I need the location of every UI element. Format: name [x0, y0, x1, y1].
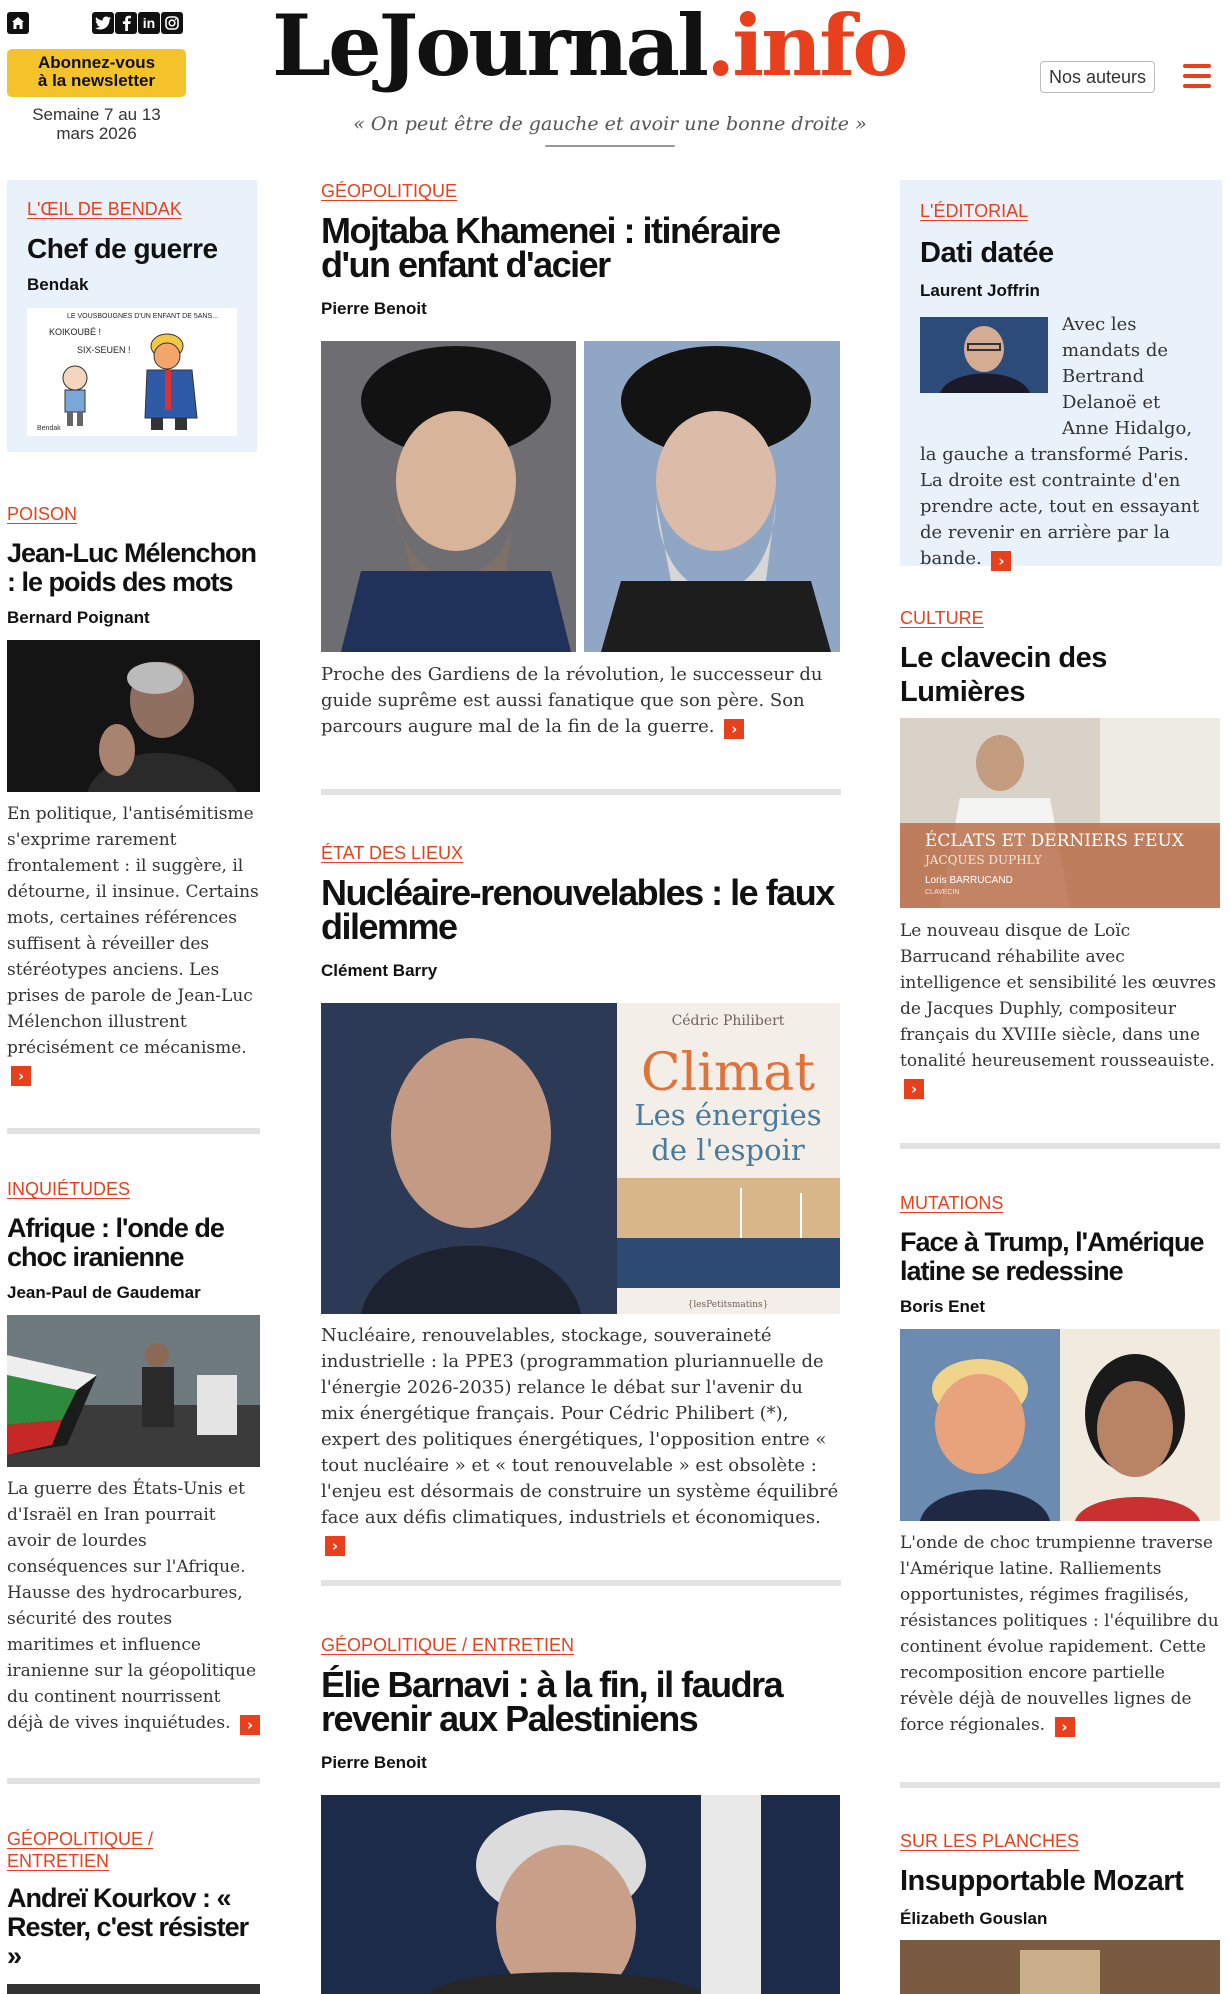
article-khamenei-lead: [321, 662, 841, 740]
article-rubric[interactable]: MUTATIONS: [900, 1193, 1004, 1213]
article-title[interactable]: Afrique : l'onde de choc iranienne: [7, 1213, 224, 1272]
article-mutations-lead: [900, 1530, 1222, 1738]
week-line-2: mars 2026: [56, 124, 137, 143]
facebook-icon[interactable]: [115, 12, 137, 34]
article-author[interactable]: Laurent Joffrin: [920, 281, 1040, 300]
read-more-icon[interactable]: ›: [11, 1066, 31, 1086]
article-title[interactable]: Jean-Luc Mélenchon : le poids des mots: [7, 538, 257, 597]
article-image[interactable]: [900, 1940, 1220, 1994]
read-more-icon[interactable]: ›: [1055, 1717, 1075, 1737]
article-rubric[interactable]: GÉOPOLITIQUE / ENTRETIEN: [7, 1829, 154, 1871]
read-more-icon[interactable]: ›: [240, 1715, 260, 1735]
article-lead: En politique, l'antisémitisme s'exprime rarement frontalement : il suggère, il détourne, il insinue. Certains mots, certaines références suffisent à réveiller des stéréotypes anciens. Les prises de parole de Jean-Luc Mélenchon illustrent précisément ce mécanisme.: [7, 804, 259, 1058]
article-title[interactable]: Andreï Kourkov : « Rester, c'est résister »: [7, 1883, 249, 1971]
cartoon-bubble-2: SIX-SEUEN !: [77, 345, 131, 355]
cartoon-bubble-1: KOIKOUBÉ !: [49, 327, 102, 337]
separator: [321, 789, 841, 795]
article-editorial: [920, 200, 1210, 302]
article-image[interactable]: [321, 1003, 840, 1314]
album-instrument: CLAVECIN: [925, 889, 960, 896]
article-author[interactable]: Pierre Benoit: [321, 1753, 427, 1772]
read-more-icon[interactable]: ›: [904, 1079, 924, 1099]
svg-text:Bendak: Bendak: [37, 425, 61, 432]
newsletter-button[interactable]: [7, 49, 186, 97]
article-culture-lead: [900, 918, 1222, 1100]
article-image[interactable]: [321, 341, 840, 652]
twitter-icon[interactable]: [92, 12, 114, 34]
article-rubric[interactable]: ÉTAT DES LIEUX: [321, 843, 464, 863]
article-khamenei: [321, 180, 841, 320]
article-kourkov: [7, 1828, 260, 1994]
photo-spacer: [920, 312, 1062, 422]
instagram-icon[interactable]: [161, 12, 183, 34]
article-author[interactable]: Bernard Poignant: [7, 608, 150, 627]
article-melenchon: [7, 503, 260, 629]
read-more-icon[interactable]: ›: [724, 719, 744, 739]
article-image[interactable]: [900, 718, 1220, 908]
cartoon-image[interactable]: [27, 308, 237, 436]
article-title[interactable]: Insupportable Mozart: [900, 1865, 1184, 1897]
site-motto: « On peut être de gauche et avoir une bonne droite »: [353, 113, 867, 135]
week-line-1: Semaine 7 au 13: [32, 105, 161, 124]
article-rubric[interactable]: INQUIÉTUDES: [7, 1179, 131, 1199]
article-title[interactable]: Chef de guerre: [27, 233, 218, 264]
newsletter-label-2: à la newsletter: [37, 71, 156, 90]
article-image[interactable]: [900, 1329, 1220, 1521]
separator: [321, 1580, 841, 1586]
article-lead: Nucléaire, renouvelables, stockage, souveraineté industrielle : la PPE3 (programmation pluriannuelle de l'énergie 2026-2035) relance le débat sur l'avenir du mix énergétique français. Pour Cédric Philibert (*), expert des politiques énergétiques, l'opposition entre « tout nucléaire » et « tout renouvelable » est obsolète : l'enjeu est désormais de construire un système équilibré face aux défis climatiques, industriels et économiques.: [321, 1325, 839, 1528]
home-icon[interactable]: [7, 12, 29, 34]
article-author[interactable]: Bendak: [27, 275, 89, 294]
article-title[interactable]: Nucléaire-renouvelables : le faux dilemme: [321, 872, 834, 947]
article-author[interactable]: Clément Barry: [321, 961, 438, 980]
week-label: [7, 105, 186, 143]
article-editorial-lead: [920, 312, 1210, 572]
article-rubric[interactable]: CULTURE: [900, 608, 984, 628]
article-title[interactable]: Le clavecin des Lumières: [900, 642, 1107, 708]
article-rubric[interactable]: GÉOPOLITIQUE / ENTRETIEN: [321, 1635, 575, 1655]
article-lead: Le nouveau disque de Loïc Barrucand réhabilite avec intelligence et sensibilité les œuvres de Jacques Duphly, compositeur français du XVIIIe siècle, dans une tonalité heureusement rousseauiste.: [900, 921, 1217, 1071]
album-title: ÉCLATS ET DERNIERS FEUX: [925, 831, 1184, 851]
article-image[interactable]: [7, 1315, 260, 1467]
read-more-icon[interactable]: ›: [325, 1536, 345, 1556]
album-composer: JACQUES DUPHLY: [925, 853, 1042, 867]
menu-icon[interactable]: [1183, 64, 1211, 88]
article-rubric[interactable]: POISON: [7, 504, 78, 524]
album-artist: Loris BARRUCAND: [925, 875, 1013, 886]
book-subtitle-2: de l'espoir: [651, 1133, 805, 1167]
article-lead: Avec les mandats de Bertrand Delanoë et Anne Hidalgo, la gauche a transformé Paris. La droite est contrainte d'en prendre acte, tout en essayant de revenir en arrière par la bande.: [920, 314, 1200, 569]
article-author[interactable]: Élizabeth Gouslan: [900, 1909, 1048, 1928]
article-rubric[interactable]: L'ŒIL DE BENDAK: [27, 199, 182, 219]
article-bendak: [27, 198, 247, 296]
article-title[interactable]: Dati datée: [920, 237, 1054, 269]
article-author[interactable]: Boris Enet: [900, 1297, 986, 1316]
article-rubric[interactable]: SUR LES PLANCHES: [900, 1831, 1080, 1851]
article-nucleaire: [321, 842, 841, 982]
article-mutations: [900, 1192, 1222, 1318]
article-image[interactable]: [321, 1795, 840, 1994]
cartoon-caption: LE VOUSBOUGNES D'UN ENFANT DE 5ANS...: [67, 313, 218, 320]
book-subtitle-1: Les énergies: [634, 1098, 822, 1132]
book-publisher: {lesPetitsmatins}: [687, 1300, 769, 1310]
separator: [900, 1143, 1220, 1149]
article-lead: La guerre des États-Unis et d'Israël en Iran pourrait avoir de lourdes conséquences sur l'Afrique. Hausse des hydrocarbures, sécurité des routes maritimes et influence iranienne sur la géopolitique du continent nourrissent déjà de vives inquiétudes.: [7, 1479, 257, 1733]
article-author[interactable]: Jean-Paul de Gaudemar: [7, 1283, 201, 1302]
article-melenchon-lead: [7, 801, 260, 1087]
separator: [7, 1778, 260, 1784]
article-rubric[interactable]: L'ÉDITORIAL: [920, 201, 1029, 221]
article-lead: Proche des Gardiens de la révolution, le successeur du guide suprême est aussi fanatique que son père. Son parcours augure mal de la fin de la guerre.: [321, 664, 823, 737]
article-image[interactable]: [7, 640, 260, 792]
separator: [900, 1782, 1220, 1788]
book-author: Cédric Philibert: [671, 1013, 785, 1029]
article-image[interactable]: [7, 1984, 260, 1994]
article-lead: L'onde de choc trumpienne traverse l'Amérique latine. Ralliements opportunistes, régimes fragilisés, résistances politiques : l'équilibre du continent évolue rapidement. Cette recomposition encore partielle révèle déjà de nouvelles lignes de force régionales.: [900, 1533, 1219, 1735]
article-author[interactable]: Pierre Benoit: [321, 299, 427, 318]
article-barnavi: [321, 1634, 841, 1774]
logo-part-1: LeJournal: [272, 0, 707, 95]
separator: [7, 1128, 260, 1134]
article-title[interactable]: Mojtaba Khamenei : itinéraire d'un enfant d'acier: [321, 210, 780, 285]
article-title[interactable]: Face à Trump, l'Amérique latine se redessine: [900, 1227, 1204, 1286]
linkedin-icon[interactable]: in: [138, 12, 160, 34]
article-afrique: [7, 1178, 260, 1304]
authors-button[interactable]: Nos auteurs: [1040, 61, 1155, 93]
motto-divider: [545, 145, 675, 147]
site-logo[interactable]: [272, 0, 905, 96]
article-nucleaire-lead: [321, 1323, 841, 1557]
article-afrique-lead: [7, 1476, 260, 1736]
read-more-icon[interactable]: ›: [991, 551, 1011, 571]
article-rubric[interactable]: GÉOPOLITIQUE: [321, 181, 458, 201]
article-title[interactable]: Élie Barnavi : à la fin, il faudra revenir aux Palestiniens: [321, 1664, 783, 1739]
book-title: Climat: [640, 1043, 816, 1103]
newsletter-label-1: Abonnez-vous: [37, 53, 156, 72]
article-planches: [900, 1830, 1222, 1930]
logo-part-2: .info: [706, 0, 906, 95]
